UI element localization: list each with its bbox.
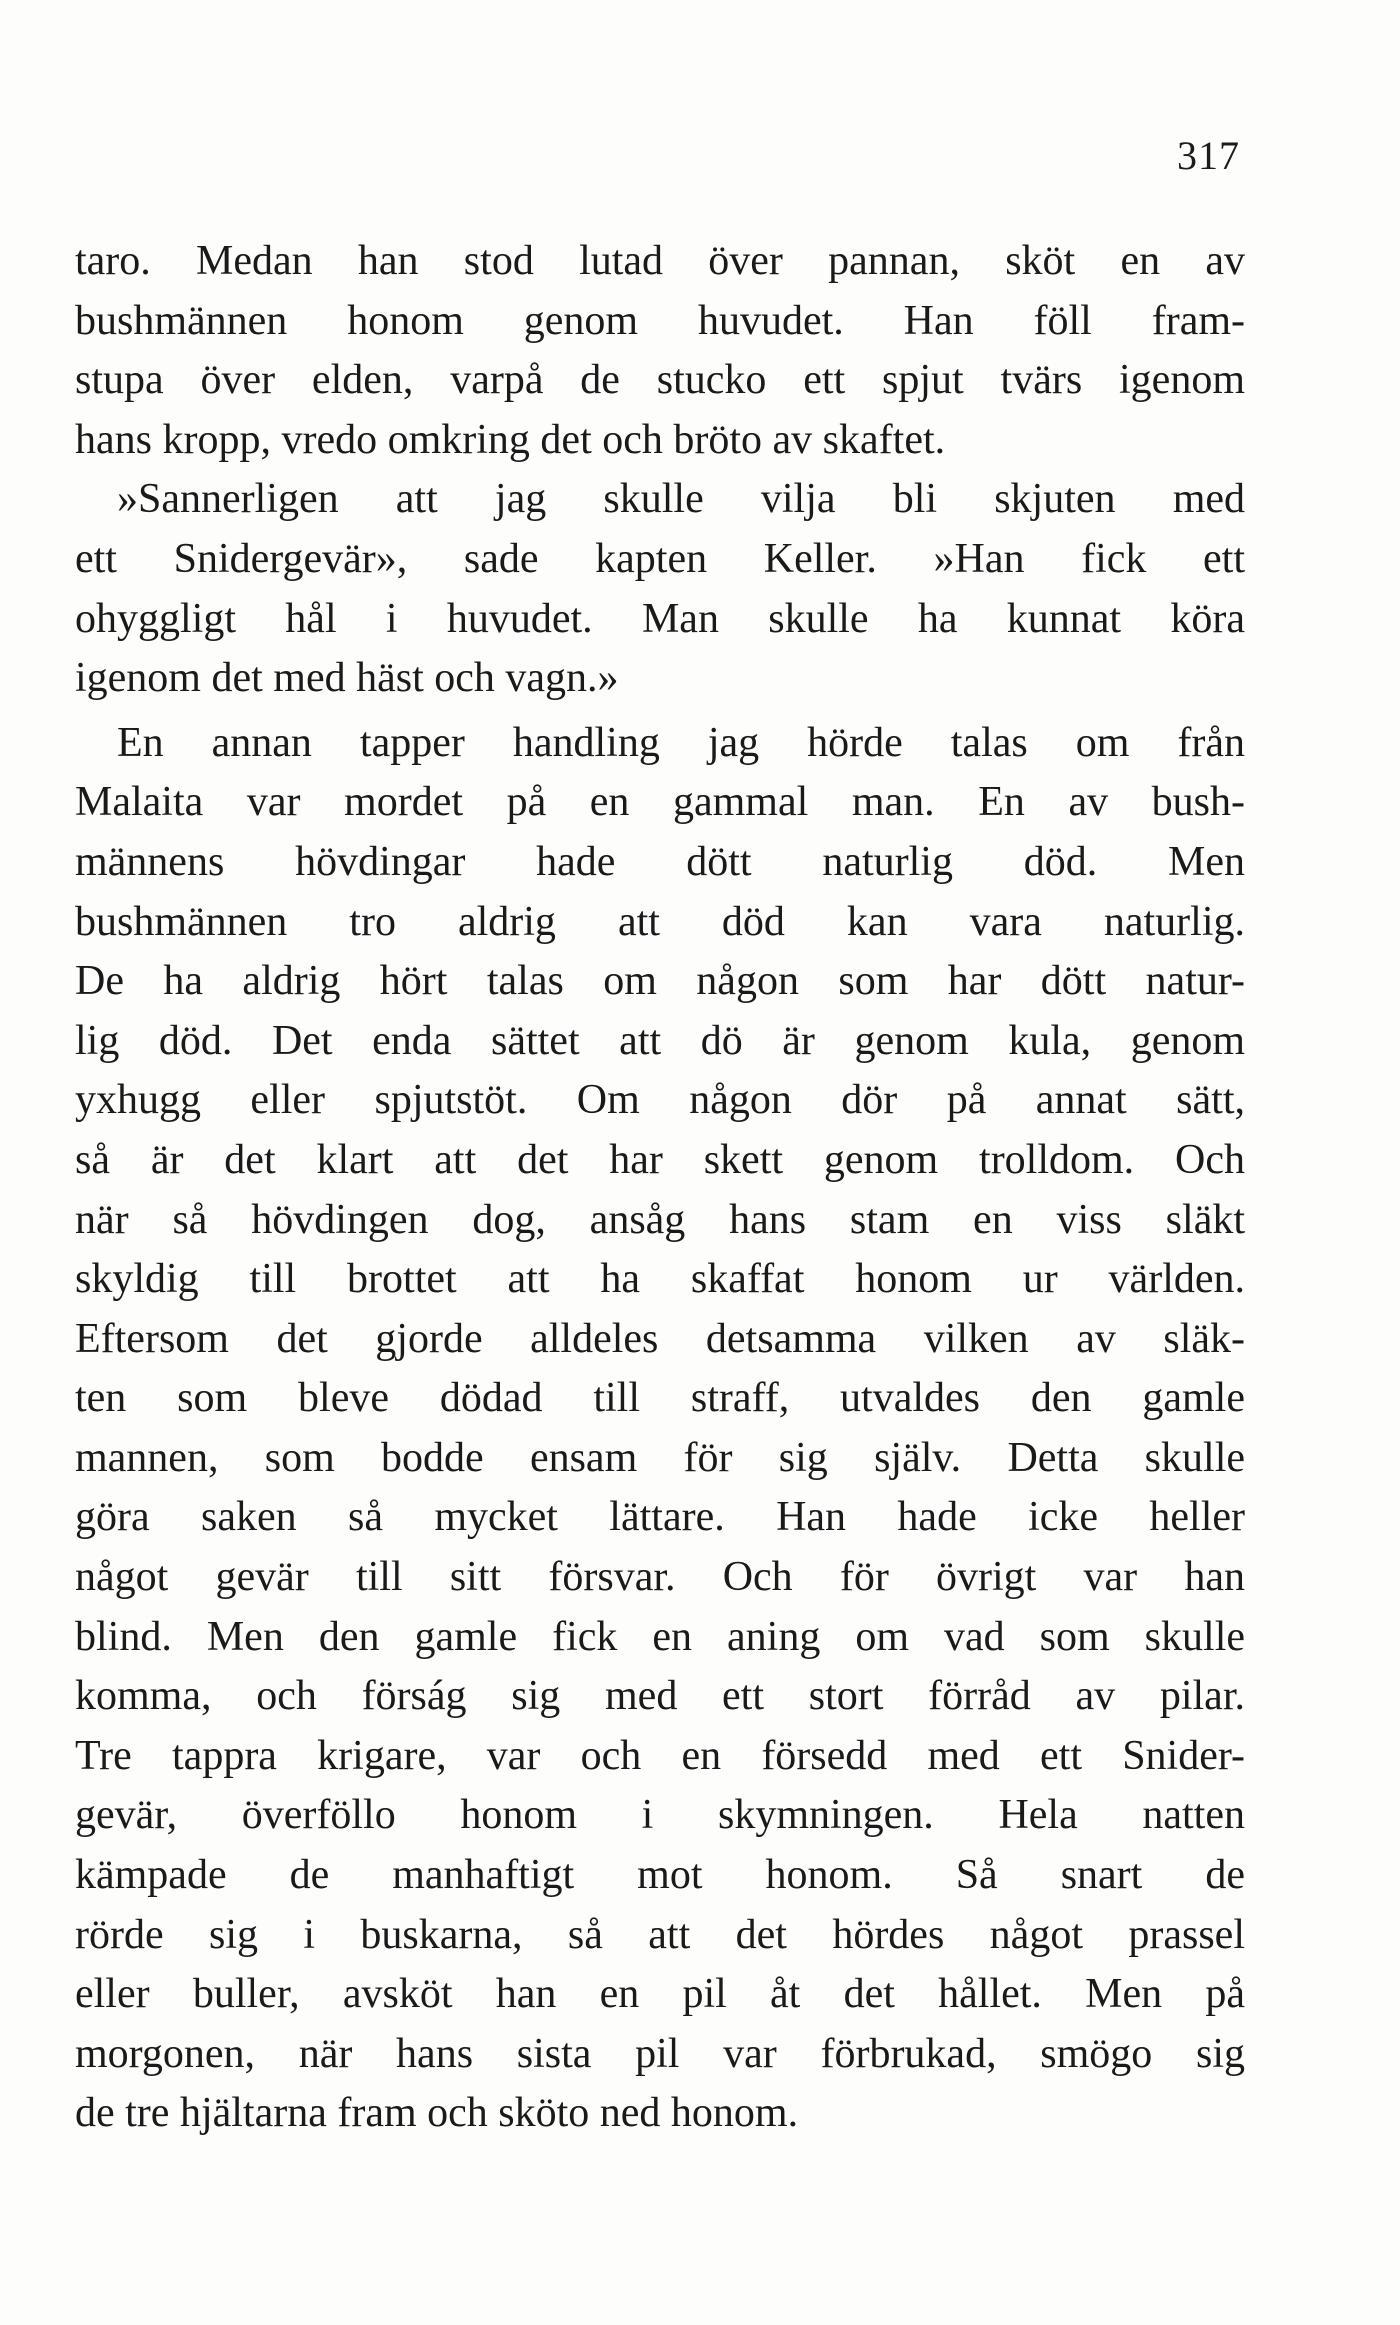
text-line: något gevär till sitt försvar. Och för övrigt var han — [75, 1554, 1245, 1601]
text-line: bushmännen tro aldrig att död kan vara naturlig. — [75, 898, 1245, 945]
text-line: igenom det med häst och vagn.» — [75, 655, 619, 702]
text-line: morgonen, när hans sista pil var förbrukad, smögo sig — [75, 2030, 1245, 2077]
page-number: 317 — [1177, 133, 1240, 178]
paragraph — [75, 470, 1245, 708]
text-line: blind. Men den gamle fick en aning om vad som skulle — [75, 1613, 1245, 1660]
text-line: stupa över elden, varpå de stucko ett spjut tvärs igenom — [75, 357, 1245, 404]
text-line: yxhugg eller spjutstöt. Om någon dör på annat sätt, — [75, 1077, 1245, 1124]
text-line: komma, och förság sig med ett stort förråd av pilar. — [75, 1673, 1245, 1720]
text-line: ten som bleve dödad till straff, utvaldes den gamle — [75, 1375, 1245, 1422]
body-text — [75, 232, 1245, 2144]
text-line: skyldig till brottet att ha skaffat honom ur världen. — [75, 1256, 1245, 1303]
text-line: lig död. Det enda sättet att dö är genom kula, genom — [75, 1017, 1245, 1064]
text-line: Tre tappra krigare, var och en försedd med ett Snider- — [75, 1732, 1245, 1779]
text-line: eller buller, avsköt han en pil åt det hållet. Men på — [75, 1971, 1245, 2018]
paragraph — [75, 714, 1245, 2144]
text-line: mannen, som bodde ensam för sig själv. Detta skulle — [75, 1434, 1245, 1481]
text-line: En annan tapper handling jag hörde talas om från — [117, 719, 1245, 766]
text-line: göra saken så mycket lättare. Han hade icke heller — [75, 1494, 1245, 1541]
paragraph — [75, 232, 1245, 470]
text-line: »Sannerligen att jag skulle vilja bli skjuten med — [117, 476, 1245, 523]
text-line: hans kropp, vredo omkring det och bröto av skaftet. — [75, 416, 946, 463]
text-line: bushmännen honom genom huvudet. Han föll fram- — [75, 297, 1245, 344]
text-line: ett Snidergevär», sade kapten Keller. »Han fick ett — [75, 535, 1245, 582]
text-line: Malaita var mordet på en gammal man. En av bush- — [75, 779, 1245, 826]
text-line: kämpade de manhaftigt mot honom. Så snart de — [75, 1852, 1245, 1899]
text-line: rörde sig i buskarna, så att det hördes något prassel — [75, 1911, 1245, 1958]
text-line: när så hövdingen dog, ansåg hans stam en viss släkt — [75, 1196, 1245, 1243]
text-line: så är det klart att det har skett genom trolldom. Och — [75, 1136, 1245, 1183]
text-line: De ha aldrig hört talas om någon som har dött natur- — [75, 958, 1245, 1005]
text-line: gevär, överföllo honom i skymningen. Hela natten — [75, 1792, 1245, 1839]
text-line: taro. Medan han stod lutad över pannan, sköt en av — [75, 238, 1245, 284]
text-line: männens hövdingar hade dött naturlig död. Men — [75, 838, 1245, 885]
text-line: de tre hjältarna fram och sköto ned honom. — [75, 2090, 799, 2137]
text-line: ohyggligt hål i huvudet. Man skulle ha kunnat köra — [75, 595, 1245, 642]
text-line: Eftersom det gjorde alldeles detsamma vilken av släk- — [75, 1315, 1245, 1362]
